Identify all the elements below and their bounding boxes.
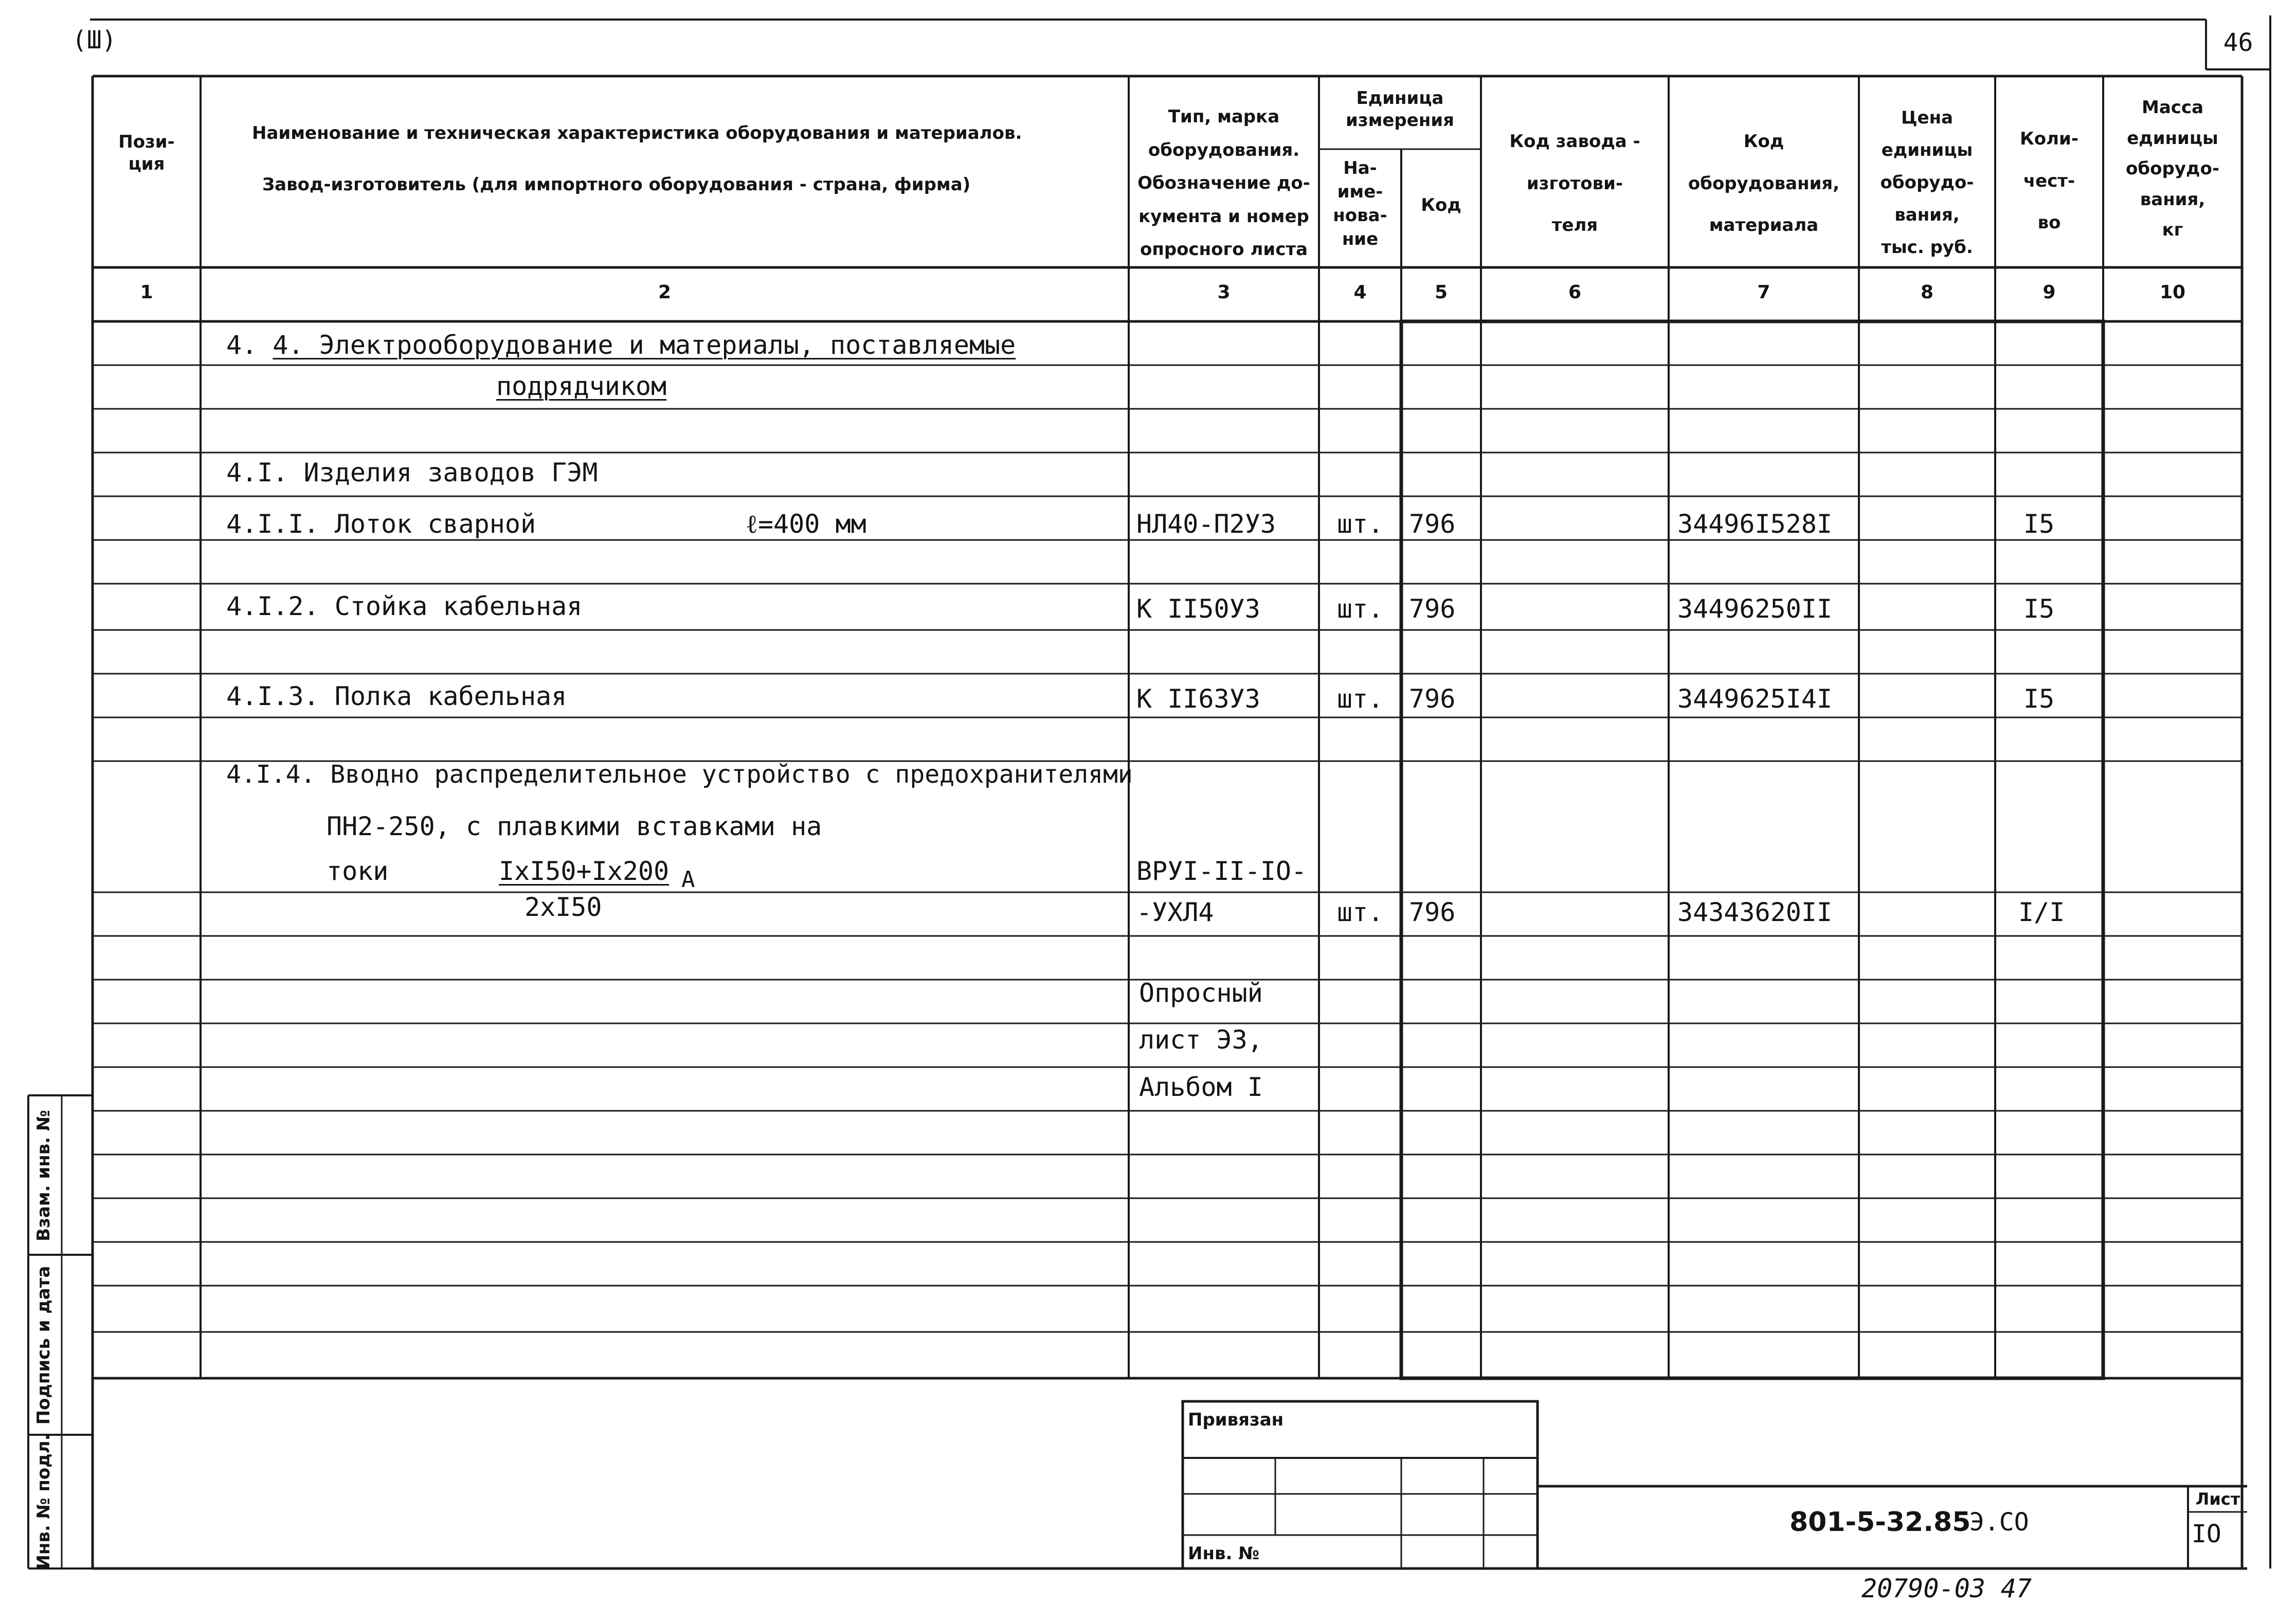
column-number-9: 9 <box>2042 282 2056 303</box>
item3-type: К II63У3 <box>1136 684 1260 714</box>
item1-quantity: I5 <box>2023 509 2055 539</box>
column-number-8: 8 <box>1920 282 1934 303</box>
item1-unit-code: 796 <box>1409 509 1456 539</box>
item3-name: 4.I.3. Полка кабельная <box>226 681 567 711</box>
header-unit-code: Код <box>1421 195 1461 215</box>
item1-equipment-code: 34496I528I <box>1677 509 1833 539</box>
column-number-6: 6 <box>1568 282 1582 303</box>
inv-label: Инв. № <box>1188 1543 1260 1564</box>
item3-quantity: I5 <box>2023 684 2055 714</box>
page-number: 46 <box>2223 28 2253 57</box>
column-number-4: 4 <box>1353 282 1367 303</box>
header-mass: Масса единицы оборудо- вания, кг <box>2126 97 2219 240</box>
item3-unit-name: шт. <box>1337 684 1384 714</box>
sheet-label: Лист <box>2195 1489 2240 1509</box>
header-unit-group: Единица измерения <box>1346 88 1454 131</box>
header-unit-name: На- име- нова- ние <box>1333 158 1387 249</box>
item2-unit-name: шт. <box>1337 594 1384 624</box>
side-stamp-original-inv: Инв. № подл. <box>33 1434 54 1570</box>
bottom-archive-note: 20790-03 47 <box>1861 1574 2032 1603</box>
item4-unit-code: 796 <box>1409 897 1456 927</box>
item4-doc-line1: Опросный <box>1139 978 1263 1008</box>
header-type: Тип, марка оборудования. Обозначение до- кумента и номер опросного листа <box>1137 106 1310 260</box>
item1-unit-name: шт. <box>1337 509 1384 539</box>
document-code: 801-5-32.85 <box>1789 1507 1971 1538</box>
corner-mark: (Ш) <box>72 26 117 55</box>
document-suffix: Э.СО <box>1969 1508 2029 1537</box>
side-stamp-replacement-inv: Взам. инв. № <box>33 1110 54 1241</box>
bound-label: Привязан <box>1188 1410 1284 1430</box>
header-name-line2: Завод-изготовитель (для импортного оборудования - страна, фирма) <box>262 174 971 195</box>
item1-param: ℓ=400 мм <box>746 509 866 539</box>
header-price: Цена единицы оборудо- вания, тыс. руб. <box>1880 107 1974 258</box>
section-title-line1: 4. 4. Электрооборудование и материалы, поставляемые <box>226 330 1016 360</box>
column-number-2: 2 <box>658 282 672 303</box>
item2-unit-code: 796 <box>1409 594 1456 624</box>
item4-fraction-numerator: IxI50+Ix200 <box>499 856 670 886</box>
item4-unit-name: шт. <box>1337 897 1384 927</box>
header-position: Пози- ция <box>118 132 175 174</box>
item3-unit-code: 796 <box>1409 684 1456 714</box>
item4-doc-line3: Альбом I <box>1139 1072 1263 1102</box>
header-quantity: Коли- чест- во <box>2020 129 2078 233</box>
item3-equipment-code: 3449625I4I <box>1677 684 1833 714</box>
item4-fraction-denominator: 2xI50 <box>525 892 602 922</box>
column-number-7: 7 <box>1757 282 1770 303</box>
item4-type-line1: ВРУI-II-IO- <box>1136 856 1307 886</box>
column-number-1: 1 <box>140 282 153 303</box>
header-name-line1: Наименование и техническая характеристика оборудования и материалов. <box>252 123 1022 143</box>
item1-type: НЛ40-П2У3 <box>1136 509 1276 539</box>
item2-name: 4.I.2. Стойка кабельная <box>226 591 583 621</box>
side-stamp-signature-date: Подпись и дата <box>33 1266 54 1425</box>
item2-type: К II50У3 <box>1136 594 1260 624</box>
item4-name-line1: 4.I.4. Вводно распределительное устройство с предохранителями <box>226 760 1133 789</box>
item4-quantity: I/I <box>2018 897 2065 927</box>
column-number-10: 10 <box>2159 282 2186 303</box>
item4-type-line2: -УХЛ4 <box>1136 897 1214 927</box>
item1-name: 4.I.I. Лоток сварной <box>226 509 536 539</box>
item4-fraction-unit: A <box>681 867 695 893</box>
subsection-title: 4.I. Изделия заводов ГЭМ <box>226 458 598 488</box>
section-title-line2: подрядчиком <box>496 371 667 401</box>
item4-name-line2: ПН2-250, с плавкими вставками на <box>327 812 822 841</box>
item4-equipment-code: 34343620II <box>1677 897 1833 927</box>
sheet-number: IO <box>2192 1520 2221 1548</box>
item4-currents-label: токи <box>327 856 389 886</box>
header-factory-code: Код завода - изготови- теля <box>1509 131 1640 236</box>
section-title-text: 4. Электрооборудование и материалы, поставляемые <box>273 330 1016 360</box>
column-number-5: 5 <box>1434 282 1448 303</box>
column-number-3: 3 <box>1217 282 1231 303</box>
item4-doc-line2: лист ЭЗ, <box>1139 1025 1263 1055</box>
header-equipment-code: Код оборудования, материала <box>1688 131 1840 236</box>
item2-equipment-code: 34496250II <box>1677 594 1833 624</box>
item2-quantity: I5 <box>2023 594 2055 624</box>
